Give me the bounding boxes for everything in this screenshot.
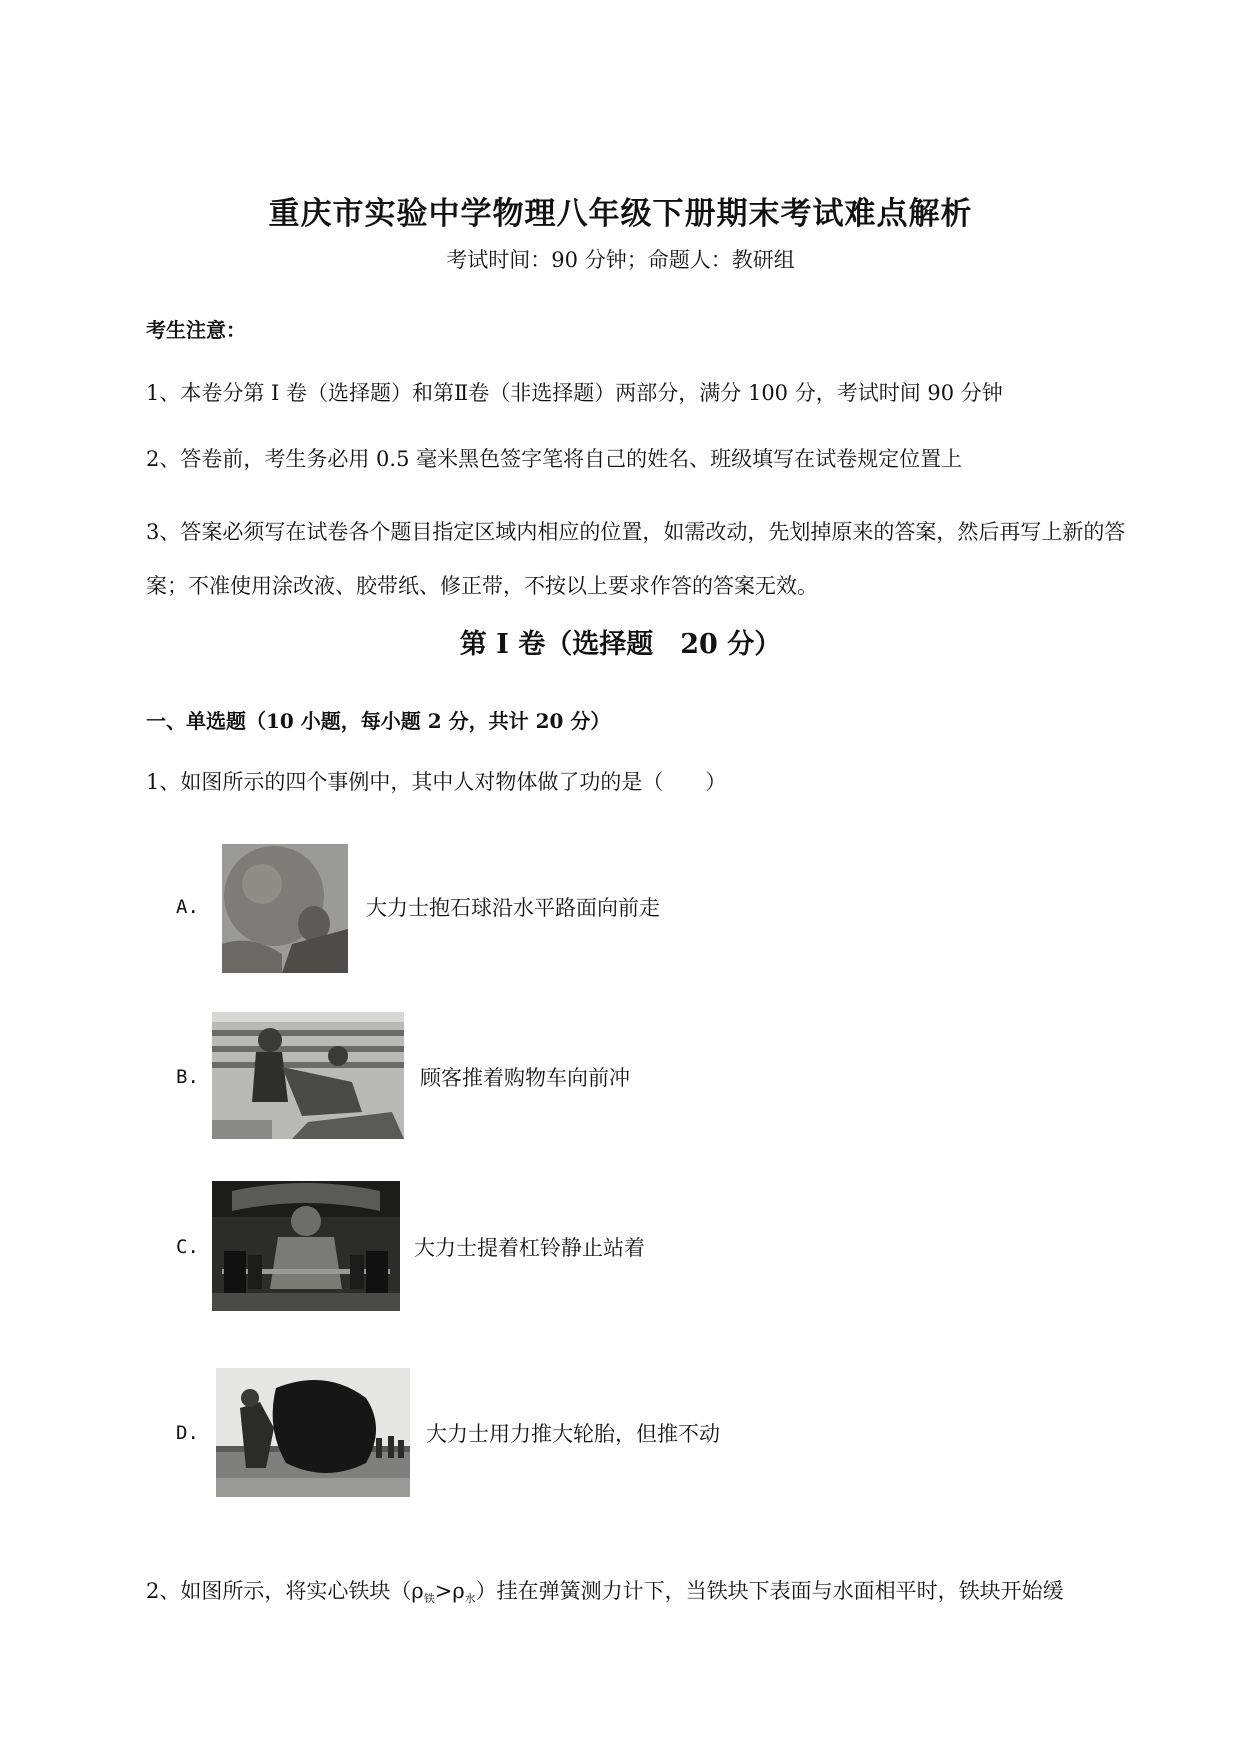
- notice-heading: 考生注意：: [146, 318, 246, 342]
- option-c-text: 大力士提着杠铃静止站着: [414, 1236, 645, 1260]
- section-title: 第 I 卷（选择题 20 分）: [459, 629, 782, 660]
- notice-item-2: 2、答卷前，考生务必用 0.5 毫米黑色签字笔将自己的姓名、班级填写在试卷规定位置上: [146, 447, 963, 471]
- option-d-text: 大力士用力推大轮胎，但推不动: [426, 1422, 720, 1446]
- page-title: 重庆市实验中学物理八年级下册期末考试难点解析: [268, 196, 973, 232]
- option-a-image: [222, 844, 348, 973]
- question-2-comparison: >ρ: [434, 1579, 465, 1603]
- notice-item-1: 1、本卷分第 I 卷（选择题）和第Ⅱ卷（非选择题）两部分，满分 100 分，考试时间 90 分钟: [146, 381, 1003, 405]
- option-a-letter: A.: [176, 896, 199, 918]
- option-d-letter: D.: [176, 1422, 199, 1444]
- option-b-text: 顾客推着购物车向前冲: [420, 1066, 630, 1090]
- part-heading: 一、单选题（10 小题，每小题 2 分，共计 20 分）: [146, 709, 611, 733]
- option-d-image: [216, 1368, 410, 1497]
- question-1-stem: 1、如图所示的四个事例中，其中人对物体做了功的是（ ）: [146, 770, 727, 794]
- option-a-text: 大力士抱石球沿水平路面向前走: [366, 896, 660, 920]
- question-2-stem: [146, 1573, 1156, 1617]
- rho-iron-subscript: 铁: [423, 1592, 435, 1605]
- option-b-image: [212, 1012, 404, 1139]
- question-2-stem-start: 2、如图所示，将实心铁块（ρ: [146, 1579, 424, 1603]
- rho-water-subscript: 水: [464, 1592, 476, 1605]
- option-c-image: [212, 1181, 400, 1311]
- notice-item-3: 3、答案必须写在试卷各个题目指定区域内相应的位置，如需改动，先划掉原来的答案，然后再写上新的答案；不准使用涂改液、胶带纸、修正带，不按以上要求作答的答案无效。: [146, 520, 1126, 598]
- exam-subtitle: 考试时间：90 分钟；命题人：教研组: [446, 248, 795, 272]
- option-c-letter: C.: [176, 1236, 199, 1258]
- option-b-letter: B.: [176, 1066, 199, 1088]
- question-2-stem-end: ）挂在弹簧测力计下，当铁块下表面与水面相平时，铁块开始缓: [475, 1579, 1064, 1603]
